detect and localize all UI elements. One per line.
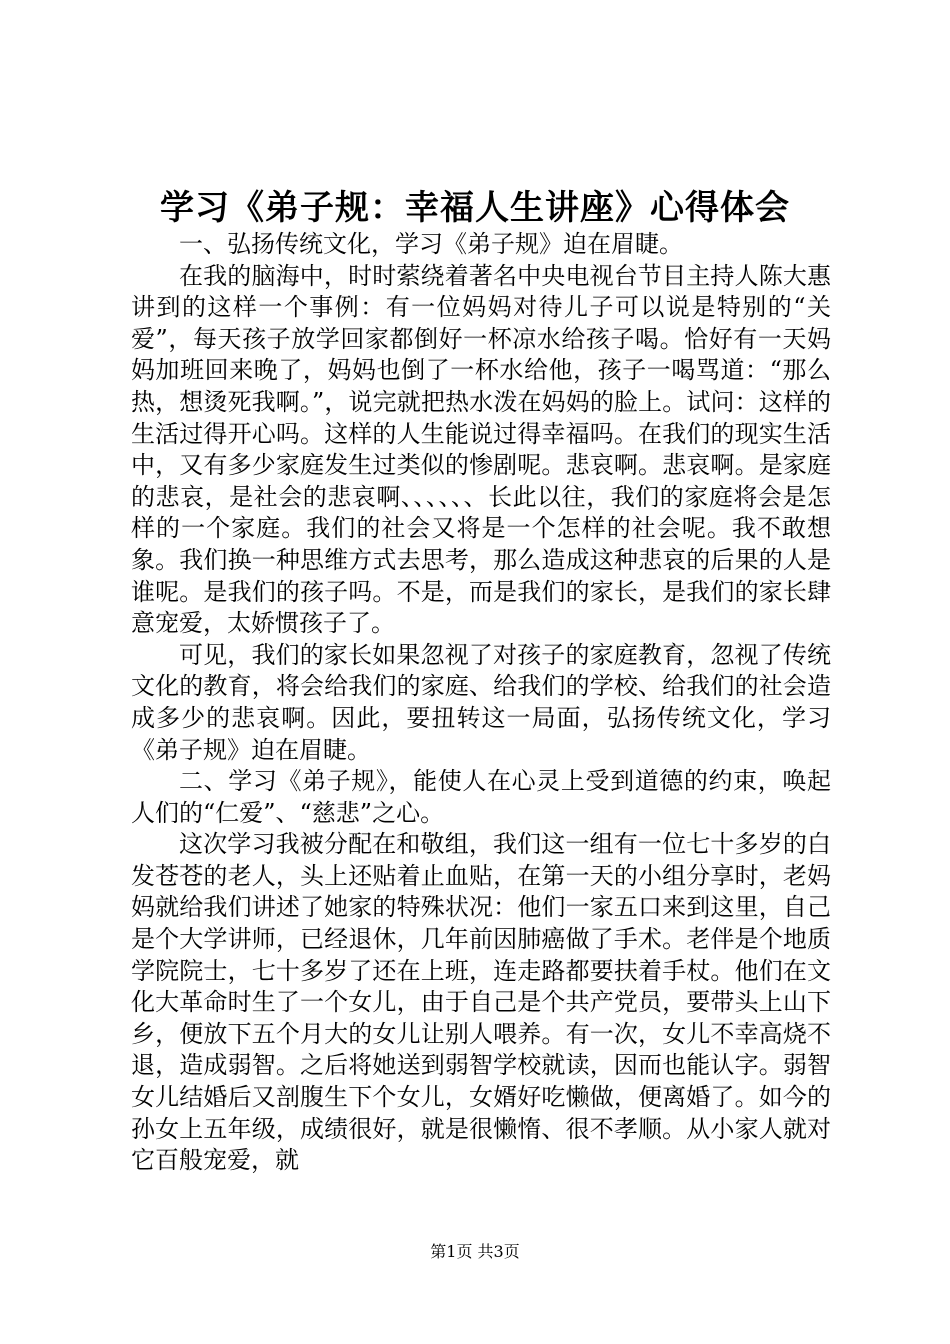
body-paragraph: 这次学习我被分配在和敬组，我们这一组有一位七十多岁的白发苍苍的老人，头上还贴着止血贴，在第一天的小组分享时，老妈妈就给我们讲述了她家的特殊状况：他们一家五口来到这里，自己是个大学讲师，已经退休，几年前因肺癌做了手术。老伴是个地质学院院士，七十多岁了还在上班，连走路都要扶着手杖。他们在文化大革命时生了一个女儿，由于自己是个共产党员，要带头上山下乡，便放下五个月大的女儿让别人喂养。有一次，女儿不幸高烧不退，造成弱智。之后将她送到弱智学校就读，因而也能认字。弱智女儿结婚后又剖腹生下个女儿，女婿好吃懒做，便离婚了。如今的孙女上五年级，成绩很好，就是很懒惰、很不孝顺。从小家人就对它百般宠爱，就 bbox=[131, 830, 831, 1175]
document-title: 学习《弟子规：幸福人生讲座》心得体会 bbox=[160, 188, 790, 228]
document-body bbox=[131, 229, 831, 1177]
section-heading-1: 一、弘扬传统文化，学习《弟子规》迫在眉睫。 bbox=[179, 230, 683, 258]
body-paragraph: 在我的脑海中，时时萦绕着著名中央电视台节目主持人陈大惠讲到的这样一个事例：有一位妈妈对待儿子可以说是特别的“关爱”，每天孩子放学回家都倒好一杯凉水给孩子喝。恰好有一天妈妈加班回来晚了，妈妈也倒了一杯水给他，孩子一喝骂道：“那么热，想烫死我啊。”，说完就把热水泼在妈妈的脸上。试问：这样的生活过得开心吗。这样的人生能说过得幸福吗。在我们的现实生活中，又有多少家庭发生过类似的惨剧呢。悲哀啊。悲哀啊。是家庭的悲哀，是社会的悲哀啊、、、、、、长此以往，我们的家庭将会是怎样的一个家庭。我们的社会又将是一个怎样的社会呢。我不敢想象。我们换一种思维方式去思考，那么造成这种悲哀的后果的人是谁呢。是我们的孩子吗。不是，而是我们的家长，是我们的家长肆意宠爱，太娇惯孩子了。 bbox=[131, 261, 831, 638]
body-paragraph: 可见，我们的家长如果忽视了对孩子的家庭教育，忽视了传统文化的教育，将会给我们的家庭、给我们的学校、给我们的社会造成多少的悲哀啊。因此，要扭转这一局面，弘扬传统文化，学习《弟子规》迫在眉睫。 bbox=[131, 640, 831, 764]
page-footer: 第1页 共3页 bbox=[430, 1242, 520, 1261]
section-heading-2: 二、学习《弟子规》，能使人在心灵上受到道德的约束，唤起人们的“仁爱”、“慈悲”之心。 bbox=[131, 767, 831, 827]
